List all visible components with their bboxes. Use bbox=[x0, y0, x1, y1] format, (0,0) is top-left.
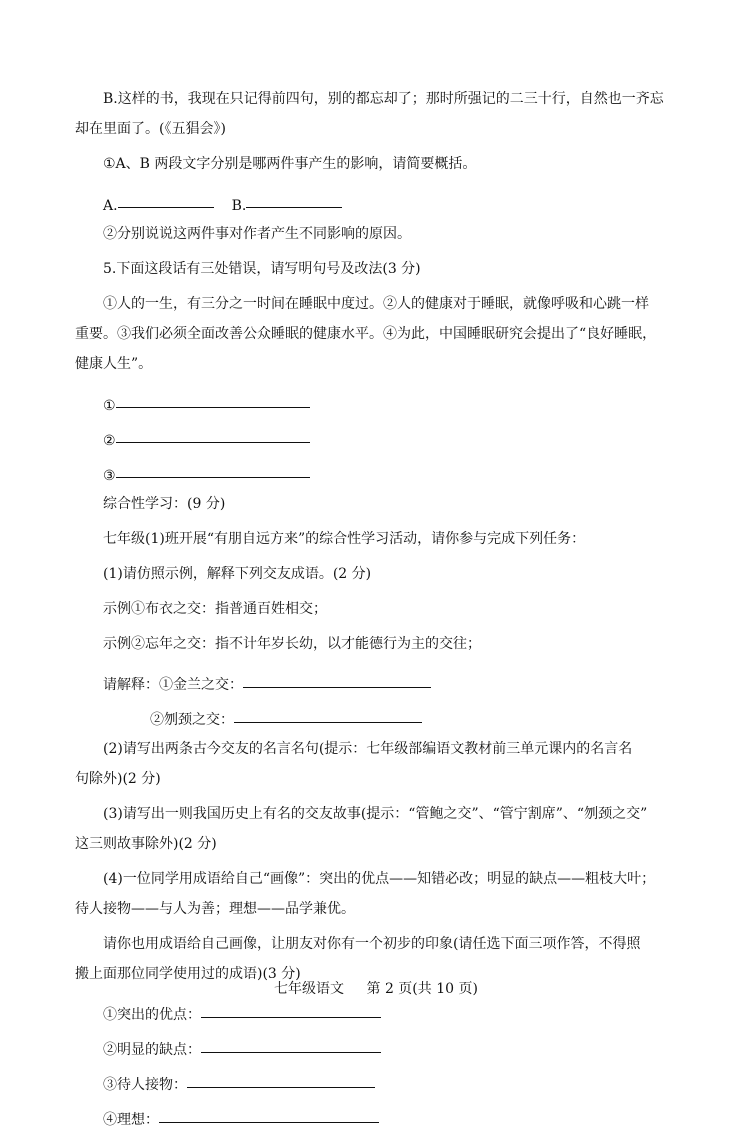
task4: (4)一位同学用成语给自己“画像”：突出的优点——知错必改；明显的缺点——粗枝大叶； 待人接物——与人为善；理想——品学兼优。 bbox=[75, 871, 656, 917]
answer-blank[interactable] bbox=[234, 704, 422, 723]
page-footer bbox=[0, 978, 752, 998]
task2: (2)请写出两条古今交友的名言名句(提示：七年级部编语文教材前三单元课内的名言名 句除外)(2 分) bbox=[75, 741, 633, 787]
q5-title: 5.下面这段话有三处错误，请写明句号及改法(3 分) bbox=[103, 261, 421, 277]
answer-blank[interactable] bbox=[187, 1069, 375, 1088]
portrait-line-4: ④理想： bbox=[75, 1099, 684, 1129]
task3: (3)请写出一则我国历史上有名的交友故事(提示：“管鲍之交”、“管宁割席”、“刎颈之交” 这三则故事除外)(2 分) bbox=[75, 806, 648, 852]
task4-requirement: 请你也用成语给自己画像，让朋友对你有一个初步的印象(请任选下面三项作答，不得照 搬上面那位同学使用过的成语)(3 分) bbox=[75, 936, 641, 982]
comprehensive-intro: 七年级(1)班开展“有朋自远方来”的综合性学习活动，请你参与完成下列任务： bbox=[103, 531, 586, 547]
comprehensive-heading: 综合性学习：(9 分) bbox=[103, 496, 226, 512]
passage-b: B.这样的书，我现在只记得前四句，别的都忘却了；那时所强记的二三十行，自然也一齐忘 却在里面了。(《五猖会》) bbox=[75, 91, 664, 137]
task1: (1)请仿照示例，解释下列交友成语。(2 分) bbox=[103, 566, 372, 582]
answer-blank[interactable] bbox=[201, 1034, 381, 1053]
answer-blank[interactable] bbox=[159, 1104, 379, 1123]
answer-blank[interactable] bbox=[201, 999, 381, 1018]
answer-blank[interactable] bbox=[116, 389, 310, 408]
example-1: 示例①布衣之交：指普通百姓相交； bbox=[103, 601, 327, 617]
example-2: 示例②忘年之交：指不计年岁长幼，以才能德行为主的交往； bbox=[103, 636, 481, 652]
explain-line-1: 请解释：①金兰之交： bbox=[75, 664, 684, 694]
footer-page-number: 第 2 页(共 10 页) bbox=[366, 981, 478, 997]
answer-blank[interactable] bbox=[116, 424, 310, 443]
label-b: B. bbox=[231, 198, 247, 214]
answer-blank-b[interactable] bbox=[246, 189, 342, 208]
footer-subject: 七年级语文 bbox=[274, 981, 345, 997]
answer-blank-a[interactable] bbox=[118, 189, 214, 208]
portrait-line-3: ③待人接物： bbox=[75, 1064, 684, 1094]
q4-answer-line bbox=[75, 184, 684, 214]
answer-blank[interactable] bbox=[116, 459, 310, 478]
q4-sub2: ②分别说说这两件事对作者产生不同影响的原因。 bbox=[103, 226, 411, 242]
label-a: A. bbox=[103, 198, 118, 214]
q5-passage: ①人的一生，有三分之一时间在睡眠中度过。②人的健康对于睡眠，就像呼吸和心跳一样 重要。③我们必须全面改善公众睡眠的健康水平。④为此，中国睡眠研究会提出了“良好睡眠， 健康人生”。 bbox=[75, 296, 657, 372]
q5-answer-3: ③ bbox=[75, 454, 684, 484]
explain-line-2: ②刎颈之交： bbox=[75, 699, 684, 729]
q4-sub1: ①A、B 两段文字分别是哪两件事产生的影响，请简要概括。 bbox=[103, 156, 477, 172]
q5-answer-1: ① bbox=[75, 384, 684, 414]
portrait-line-1: ①突出的优点： bbox=[75, 994, 684, 1024]
portrait-line-2: ②明显的缺点： bbox=[75, 1029, 684, 1059]
q5-answer-2: ② bbox=[75, 419, 684, 449]
answer-blank[interactable] bbox=[243, 669, 431, 688]
